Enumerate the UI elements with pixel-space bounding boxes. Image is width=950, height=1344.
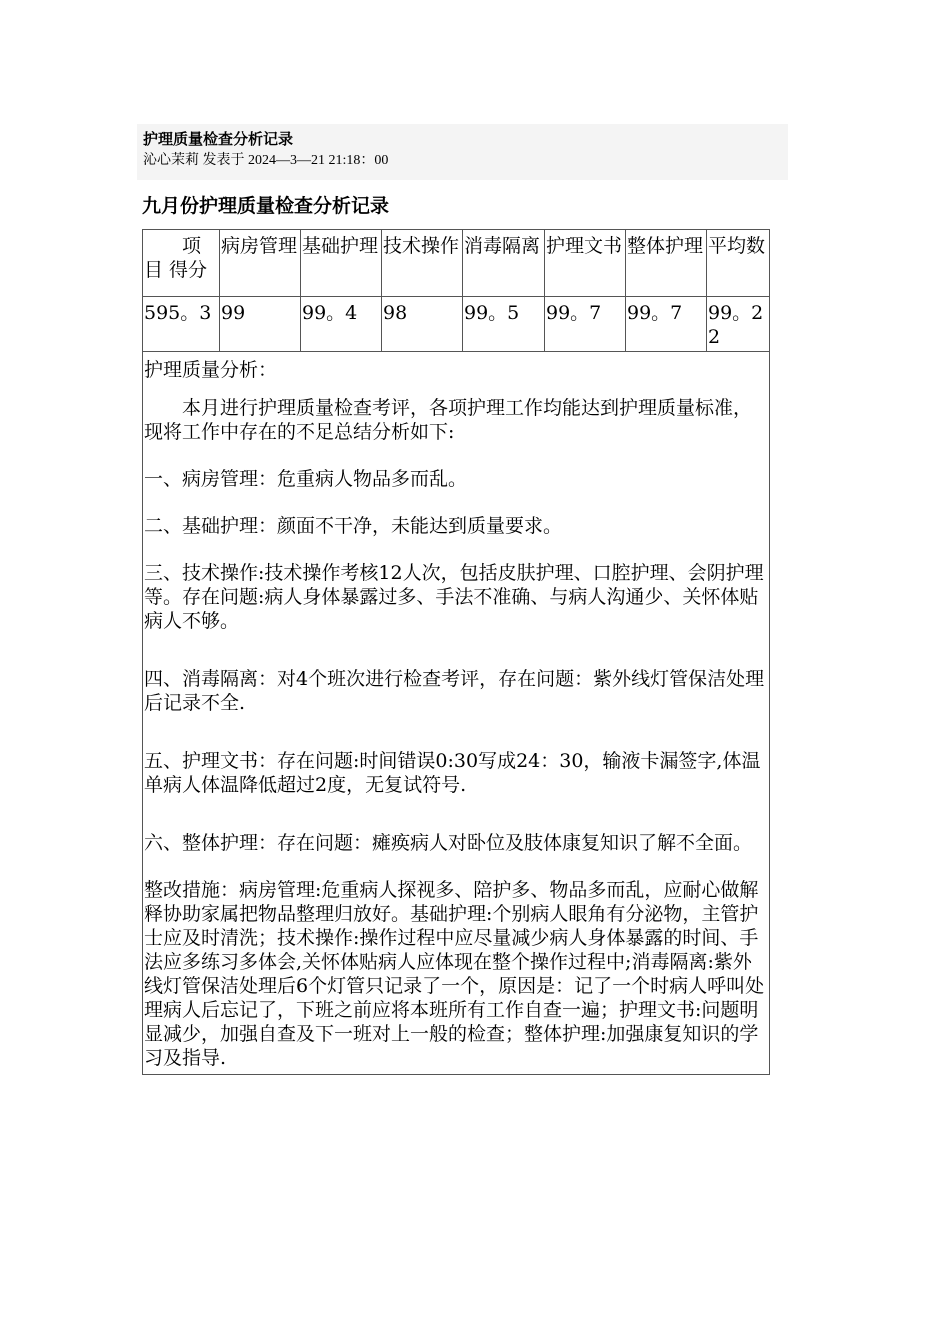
post-meta: 沁心茉莉 发表于 2024—3—21 21:18：00: [143, 153, 389, 168]
analysis-item-ward-management: 一、病房管理：危重病人物品多而乱。: [144, 468, 468, 490]
analysis-item-nursing-documents: 五、护理文书：存在问题:时间错误0:30写成24：30，输液卡漏签字,体温单病人体温降低超过2度，无复试符号.: [144, 750, 761, 796]
value-cell-ward-management: 99: [220, 297, 301, 352]
analysis-item-disinfection-isolation: 四、消毒隔离：对4个班次进行检查考评，存在问题：紫外线灯管保洁处理后记录不全.: [144, 668, 765, 714]
analysis-cell: [143, 352, 770, 1075]
score-table: [142, 229, 770, 1075]
post-header: [137, 124, 788, 180]
value-cell-average: 99。22: [707, 297, 770, 352]
value-cell-total: 595。3: [143, 297, 220, 352]
analysis-label: 护理质量分析：: [144, 359, 278, 381]
value-cell-basic-care: 99。4: [301, 297, 382, 352]
analysis-intro: 本月进行护理质量检查考评，各项护理工作均能达到护理质量标准，现将工作中存在的不足总结分析如下:: [144, 397, 753, 443]
table-header-row: [143, 230, 770, 297]
header-cell-holistic-care: 整体护理: [626, 230, 707, 297]
value-cell-disinfection-isolation: 99。5: [463, 297, 545, 352]
value-cell-technical-operation: 98: [382, 297, 463, 352]
analysis-item-holistic-care: 六、整体护理：存在问题：瘫痪病人对卧位及肢体康复知识了解不全面。: [144, 832, 753, 854]
value-cell-holistic-care: 99。7: [626, 297, 707, 352]
value-cell-nursing-documents: 99。7: [545, 297, 626, 352]
header-cell-disinfection-isolation: 消毒隔离: [463, 230, 545, 297]
document-title: 九月份护理质量检查分析记录: [142, 195, 390, 217]
header-cell-item-score: 项目 得分: [143, 230, 220, 297]
post-title: 护理质量检查分析记录: [143, 130, 294, 148]
header-cell-basic-care: 基础护理: [301, 230, 382, 297]
table-value-row: [143, 297, 770, 352]
analysis-item-basic-care: 二、基础护理：颜面不干净，未能达到质量要求。: [144, 515, 563, 537]
header-cell-nursing-documents: 护理文书: [545, 230, 626, 297]
analysis-item-technical-operation: 三、技术操作:技术操作考核12人次，包括皮肤护理、口腔护理、会阴护理等。存在问题:病人身体暴露过多、手法不准确、与病人沟通少、关怀体贴病人不够。: [144, 562, 764, 632]
header-cell-ward-management: 病房管理: [220, 230, 301, 297]
header-cell-average: 平均数: [707, 230, 770, 297]
rectification-measures: 整改措施：病房管理:危重病人探视多、陪护多、物品多而乱，应耐心做解释协助家属把物品整理归放好。基础护理:个别病人眼角有分泌物，主管护士应及时清洗；技术操作:操作过程中应尽量减少病人身体暴露的时间、手法应多练习多体会,关怀体贴病人应体现在整个操作过程中;消毒隔离:紫外线灯管保洁处理后6个灯管只记录了一个，原因是：记了一个时病人呼叫处理病人后忘记了，下班之前应将本班所有工作自查一遍；护理文书:问题明显减少，加强自查及下一班对上一般的检查；整体护理:加强康复知识的学习及指导.: [144, 879, 765, 1069]
analysis-row: [143, 352, 770, 1075]
header-cell-technical-operation: 技术操作: [382, 230, 463, 297]
